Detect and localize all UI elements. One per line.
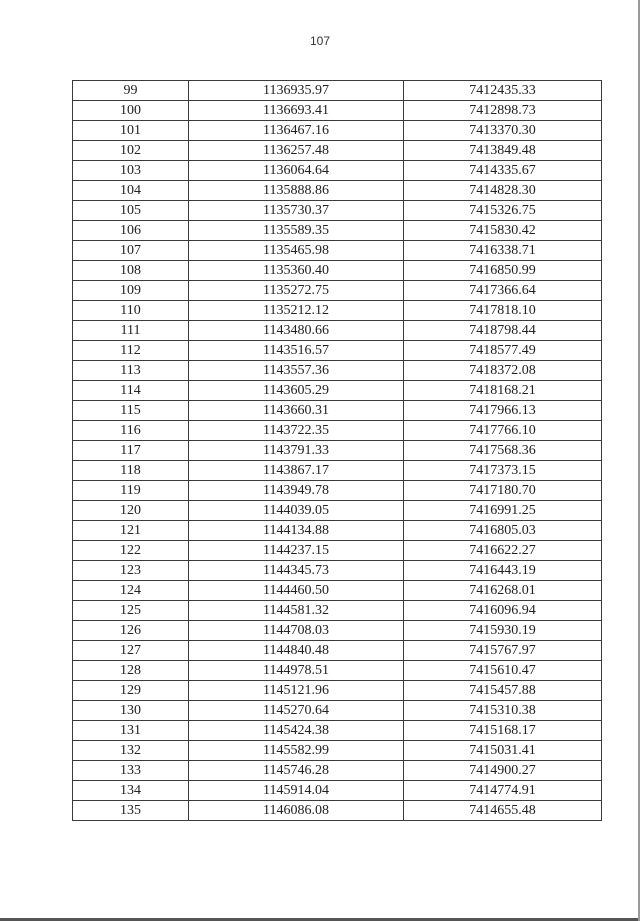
x-coordinate-cell: 1143557.36 xyxy=(189,361,404,381)
x-coordinate-cell: 1135360.40 xyxy=(189,261,404,281)
table-row xyxy=(73,221,602,241)
y-coordinate-cell: 7418577.49 xyxy=(404,341,602,361)
point-number-cell: 129 xyxy=(73,681,189,701)
y-coordinate-cell: 7417373.15 xyxy=(404,461,602,481)
table-row xyxy=(73,461,602,481)
y-coordinate-cell: 7414774.91 xyxy=(404,781,602,801)
table-row xyxy=(73,381,602,401)
x-coordinate-cell: 1143949.78 xyxy=(189,481,404,501)
table-row xyxy=(73,81,602,101)
point-number-cell: 107 xyxy=(73,241,189,261)
table-row xyxy=(73,581,602,601)
x-coordinate-cell: 1143867.17 xyxy=(189,461,404,481)
x-coordinate-cell: 1145424.38 xyxy=(189,721,404,741)
point-number-cell: 121 xyxy=(73,521,189,541)
point-number-cell: 125 xyxy=(73,601,189,621)
table-row xyxy=(73,781,602,801)
table-row xyxy=(73,321,602,341)
y-coordinate-cell: 7418372.08 xyxy=(404,361,602,381)
point-number-cell: 128 xyxy=(73,661,189,681)
x-coordinate-cell: 1136693.41 xyxy=(189,101,404,121)
point-number-cell: 131 xyxy=(73,721,189,741)
y-coordinate-cell: 7412435.33 xyxy=(404,81,602,101)
point-number-cell: 110 xyxy=(73,301,189,321)
y-coordinate-cell: 7415457.88 xyxy=(404,681,602,701)
y-coordinate-cell: 7413849.48 xyxy=(404,141,602,161)
x-coordinate-cell: 1143660.31 xyxy=(189,401,404,421)
point-number-cell: 104 xyxy=(73,181,189,201)
point-number-cell: 120 xyxy=(73,501,189,521)
point-number-cell: 134 xyxy=(73,781,189,801)
x-coordinate-cell: 1143605.29 xyxy=(189,381,404,401)
point-number-cell: 118 xyxy=(73,461,189,481)
y-coordinate-cell: 7413370.30 xyxy=(404,121,602,141)
table-row xyxy=(73,241,602,261)
x-coordinate-cell: 1135730.37 xyxy=(189,201,404,221)
y-coordinate-cell: 7415767.97 xyxy=(404,641,602,661)
y-coordinate-cell: 7416338.71 xyxy=(404,241,602,261)
point-number-cell: 119 xyxy=(73,481,189,501)
y-coordinate-cell: 7418798.44 xyxy=(404,321,602,341)
point-number-cell: 109 xyxy=(73,281,189,301)
y-coordinate-cell: 7415326.75 xyxy=(404,201,602,221)
table-row xyxy=(73,481,602,501)
y-coordinate-cell: 7416850.99 xyxy=(404,261,602,281)
y-coordinate-cell: 7416991.25 xyxy=(404,501,602,521)
x-coordinate-cell: 1145746.28 xyxy=(189,761,404,781)
table-row xyxy=(73,521,602,541)
table-row xyxy=(73,441,602,461)
point-number-cell: 108 xyxy=(73,261,189,281)
table-row xyxy=(73,501,602,521)
table-row xyxy=(73,281,602,301)
point-number-cell: 135 xyxy=(73,801,189,821)
table-row xyxy=(73,401,602,421)
x-coordinate-cell: 1145121.96 xyxy=(189,681,404,701)
x-coordinate-cell: 1144840.48 xyxy=(189,641,404,661)
point-number-cell: 103 xyxy=(73,161,189,181)
y-coordinate-cell: 7415830.42 xyxy=(404,221,602,241)
point-number-cell: 123 xyxy=(73,561,189,581)
y-coordinate-cell: 7418168.21 xyxy=(404,381,602,401)
x-coordinate-cell: 1135272.75 xyxy=(189,281,404,301)
x-coordinate-cell: 1144978.51 xyxy=(189,661,404,681)
table-row xyxy=(73,741,602,761)
y-coordinate-cell: 7415930.19 xyxy=(404,621,602,641)
x-coordinate-cell: 1144460.50 xyxy=(189,581,404,601)
y-coordinate-cell: 7414655.48 xyxy=(404,801,602,821)
point-number-cell: 111 xyxy=(73,321,189,341)
coordinates-table xyxy=(72,80,602,821)
table-row xyxy=(73,541,602,561)
table-row xyxy=(73,641,602,661)
x-coordinate-cell: 1144345.73 xyxy=(189,561,404,581)
table-row xyxy=(73,141,602,161)
point-number-cell: 101 xyxy=(73,121,189,141)
table-row xyxy=(73,801,602,821)
table-row xyxy=(73,341,602,361)
x-coordinate-cell: 1135212.12 xyxy=(189,301,404,321)
x-coordinate-cell: 1144039.05 xyxy=(189,501,404,521)
x-coordinate-cell: 1144237.15 xyxy=(189,541,404,561)
page-number: 107 xyxy=(309,34,331,48)
table-row xyxy=(73,121,602,141)
point-number-cell: 114 xyxy=(73,381,189,401)
table-row xyxy=(73,601,602,621)
point-number-cell: 130 xyxy=(73,701,189,721)
point-number-cell: 102 xyxy=(73,141,189,161)
y-coordinate-cell: 7416096.94 xyxy=(404,601,602,621)
x-coordinate-cell: 1143480.66 xyxy=(189,321,404,341)
table-row xyxy=(73,421,602,441)
x-coordinate-cell: 1143722.35 xyxy=(189,421,404,441)
x-coordinate-cell: 1145582.99 xyxy=(189,741,404,761)
table-row xyxy=(73,361,602,381)
y-coordinate-cell: 7414335.67 xyxy=(404,161,602,181)
point-number-cell: 100 xyxy=(73,101,189,121)
point-number-cell: 105 xyxy=(73,201,189,221)
table-row xyxy=(73,761,602,781)
y-coordinate-cell: 7412898.73 xyxy=(404,101,602,121)
table-row xyxy=(73,701,602,721)
point-number-cell: 117 xyxy=(73,441,189,461)
y-coordinate-cell: 7415310.38 xyxy=(404,701,602,721)
point-number-cell: 99 xyxy=(73,81,189,101)
y-coordinate-cell: 7417966.13 xyxy=(404,401,602,421)
table-row xyxy=(73,181,602,201)
point-number-cell: 124 xyxy=(73,581,189,601)
y-coordinate-cell: 7414900.27 xyxy=(404,761,602,781)
point-number-cell: 122 xyxy=(73,541,189,561)
y-coordinate-cell: 7417180.70 xyxy=(404,481,602,501)
x-coordinate-cell: 1135465.98 xyxy=(189,241,404,261)
y-coordinate-cell: 7417366.64 xyxy=(404,281,602,301)
y-coordinate-cell: 7416443.19 xyxy=(404,561,602,581)
x-coordinate-cell: 1135589.35 xyxy=(189,221,404,241)
x-coordinate-cell: 1136257.48 xyxy=(189,141,404,161)
table-row xyxy=(73,161,602,181)
table-row xyxy=(73,681,602,701)
coordinates-table-body xyxy=(73,81,602,821)
table-row xyxy=(73,721,602,741)
point-number-cell: 112 xyxy=(73,341,189,361)
x-coordinate-cell: 1145270.64 xyxy=(189,701,404,721)
y-coordinate-cell: 7415168.17 xyxy=(404,721,602,741)
x-coordinate-cell: 1136064.64 xyxy=(189,161,404,181)
point-number-cell: 116 xyxy=(73,421,189,441)
y-coordinate-cell: 7415031.41 xyxy=(404,741,602,761)
x-coordinate-cell: 1135888.86 xyxy=(189,181,404,201)
table-row xyxy=(73,301,602,321)
table-row xyxy=(73,561,602,581)
y-coordinate-cell: 7416805.03 xyxy=(404,521,602,541)
x-coordinate-cell: 1145914.04 xyxy=(189,781,404,801)
table-row xyxy=(73,621,602,641)
y-coordinate-cell: 7417766.10 xyxy=(404,421,602,441)
x-coordinate-cell: 1144708.03 xyxy=(189,621,404,641)
y-coordinate-cell: 7417568.36 xyxy=(404,441,602,461)
x-coordinate-cell: 1136935.97 xyxy=(189,81,404,101)
y-coordinate-cell: 7417818.10 xyxy=(404,301,602,321)
y-coordinate-cell: 7415610.47 xyxy=(404,661,602,681)
table-row xyxy=(73,201,602,221)
x-coordinate-cell: 1144581.32 xyxy=(189,601,404,621)
point-number-cell: 115 xyxy=(73,401,189,421)
point-number-cell: 133 xyxy=(73,761,189,781)
y-coordinate-cell: 7414828.30 xyxy=(404,181,602,201)
x-coordinate-cell: 1143516.57 xyxy=(189,341,404,361)
point-number-cell: 132 xyxy=(73,741,189,761)
table-row xyxy=(73,261,602,281)
x-coordinate-cell: 1144134.88 xyxy=(189,521,404,541)
point-number-cell: 126 xyxy=(73,621,189,641)
table-row xyxy=(73,661,602,681)
x-coordinate-cell: 1143791.33 xyxy=(189,441,404,461)
point-number-cell: 106 xyxy=(73,221,189,241)
y-coordinate-cell: 7416622.27 xyxy=(404,541,602,561)
point-number-cell: 113 xyxy=(73,361,189,381)
table-row xyxy=(73,101,602,121)
x-coordinate-cell: 1136467.16 xyxy=(189,121,404,141)
x-coordinate-cell: 1146086.08 xyxy=(189,801,404,821)
point-number-cell: 127 xyxy=(73,641,189,661)
y-coordinate-cell: 7416268.01 xyxy=(404,581,602,601)
